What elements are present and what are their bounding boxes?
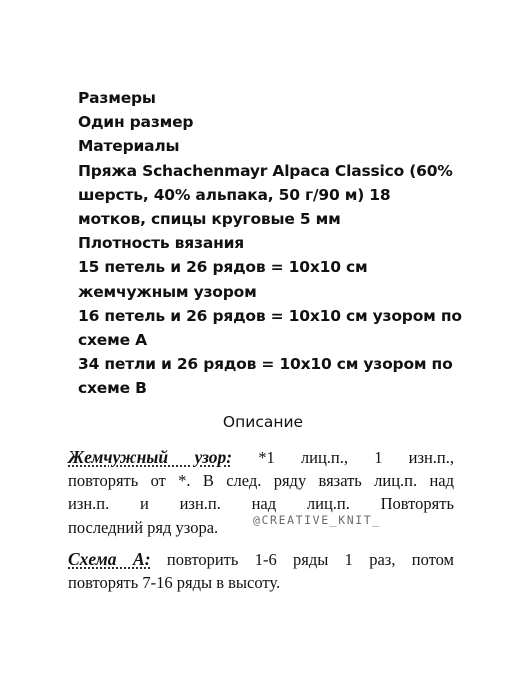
specs-line-materials-title: Материалы	[78, 137, 180, 156]
specs-line-gauge-b-2: схеме В	[78, 379, 147, 398]
specs-line-yarn-1: Пряжа Schachenmayr Alpaca Classico (60%	[78, 161, 453, 180]
scheme-a-line-2: повторять 7-16 ряды в высоту.	[68, 573, 281, 593]
scheme-a-term: Схема А:	[68, 548, 151, 569]
pearl-line-1	[68, 446, 454, 469]
specs-line-gauge-a-2: схеме А	[78, 331, 147, 350]
specs-line-gauge-pearl-1: 15 петель и 26 рядов = 10х10 см	[78, 258, 368, 277]
pearl-text-1: *1 лиц.п., 1 изн.п.,	[258, 448, 455, 467]
specs-line-yarn-2: шерсть, 40% альпака, 50 г/90 м) 18	[78, 185, 391, 204]
watermark: @CREATIVE_KNIT_	[253, 513, 381, 527]
specs-line-sizes-title: Размеры	[78, 89, 156, 107]
scheme-a-text-1: повторить 1-6 ряды 1 раз, потом	[166, 549, 454, 569]
specs-line-gauge-b-1: 34 петли и 26 рядов = 10х10 см узором по	[78, 355, 453, 374]
description-heading: Описание	[222, 413, 304, 431]
specs-line-yarn-3: мотков, спицы круговые 5 мм	[78, 210, 341, 229]
specs-line-gauge-a-1: 16 петель и 26 рядов = 10х10 см узором по	[78, 306, 462, 325]
scheme-a-paragraph	[68, 548, 454, 594]
pearl-line-2: повторять от *. В след. ряду вязать лиц.п. над	[68, 471, 454, 491]
specs-line-size-value: Один размер	[78, 113, 194, 132]
scheme-a-line-1	[68, 548, 454, 571]
specs-block	[78, 86, 462, 401]
pearl-line-4: последний ряд узора.	[68, 517, 219, 537]
pearl-line-3: изн.п. и изн.п. над лиц.п. Повторять	[68, 494, 454, 514]
pearl-term: Жемчужный узор:	[68, 447, 233, 467]
specs-line-gauge-pearl-2: жемчужным узором	[78, 282, 257, 301]
specs-line-gauge-title: Плотность вязания	[78, 234, 245, 253]
